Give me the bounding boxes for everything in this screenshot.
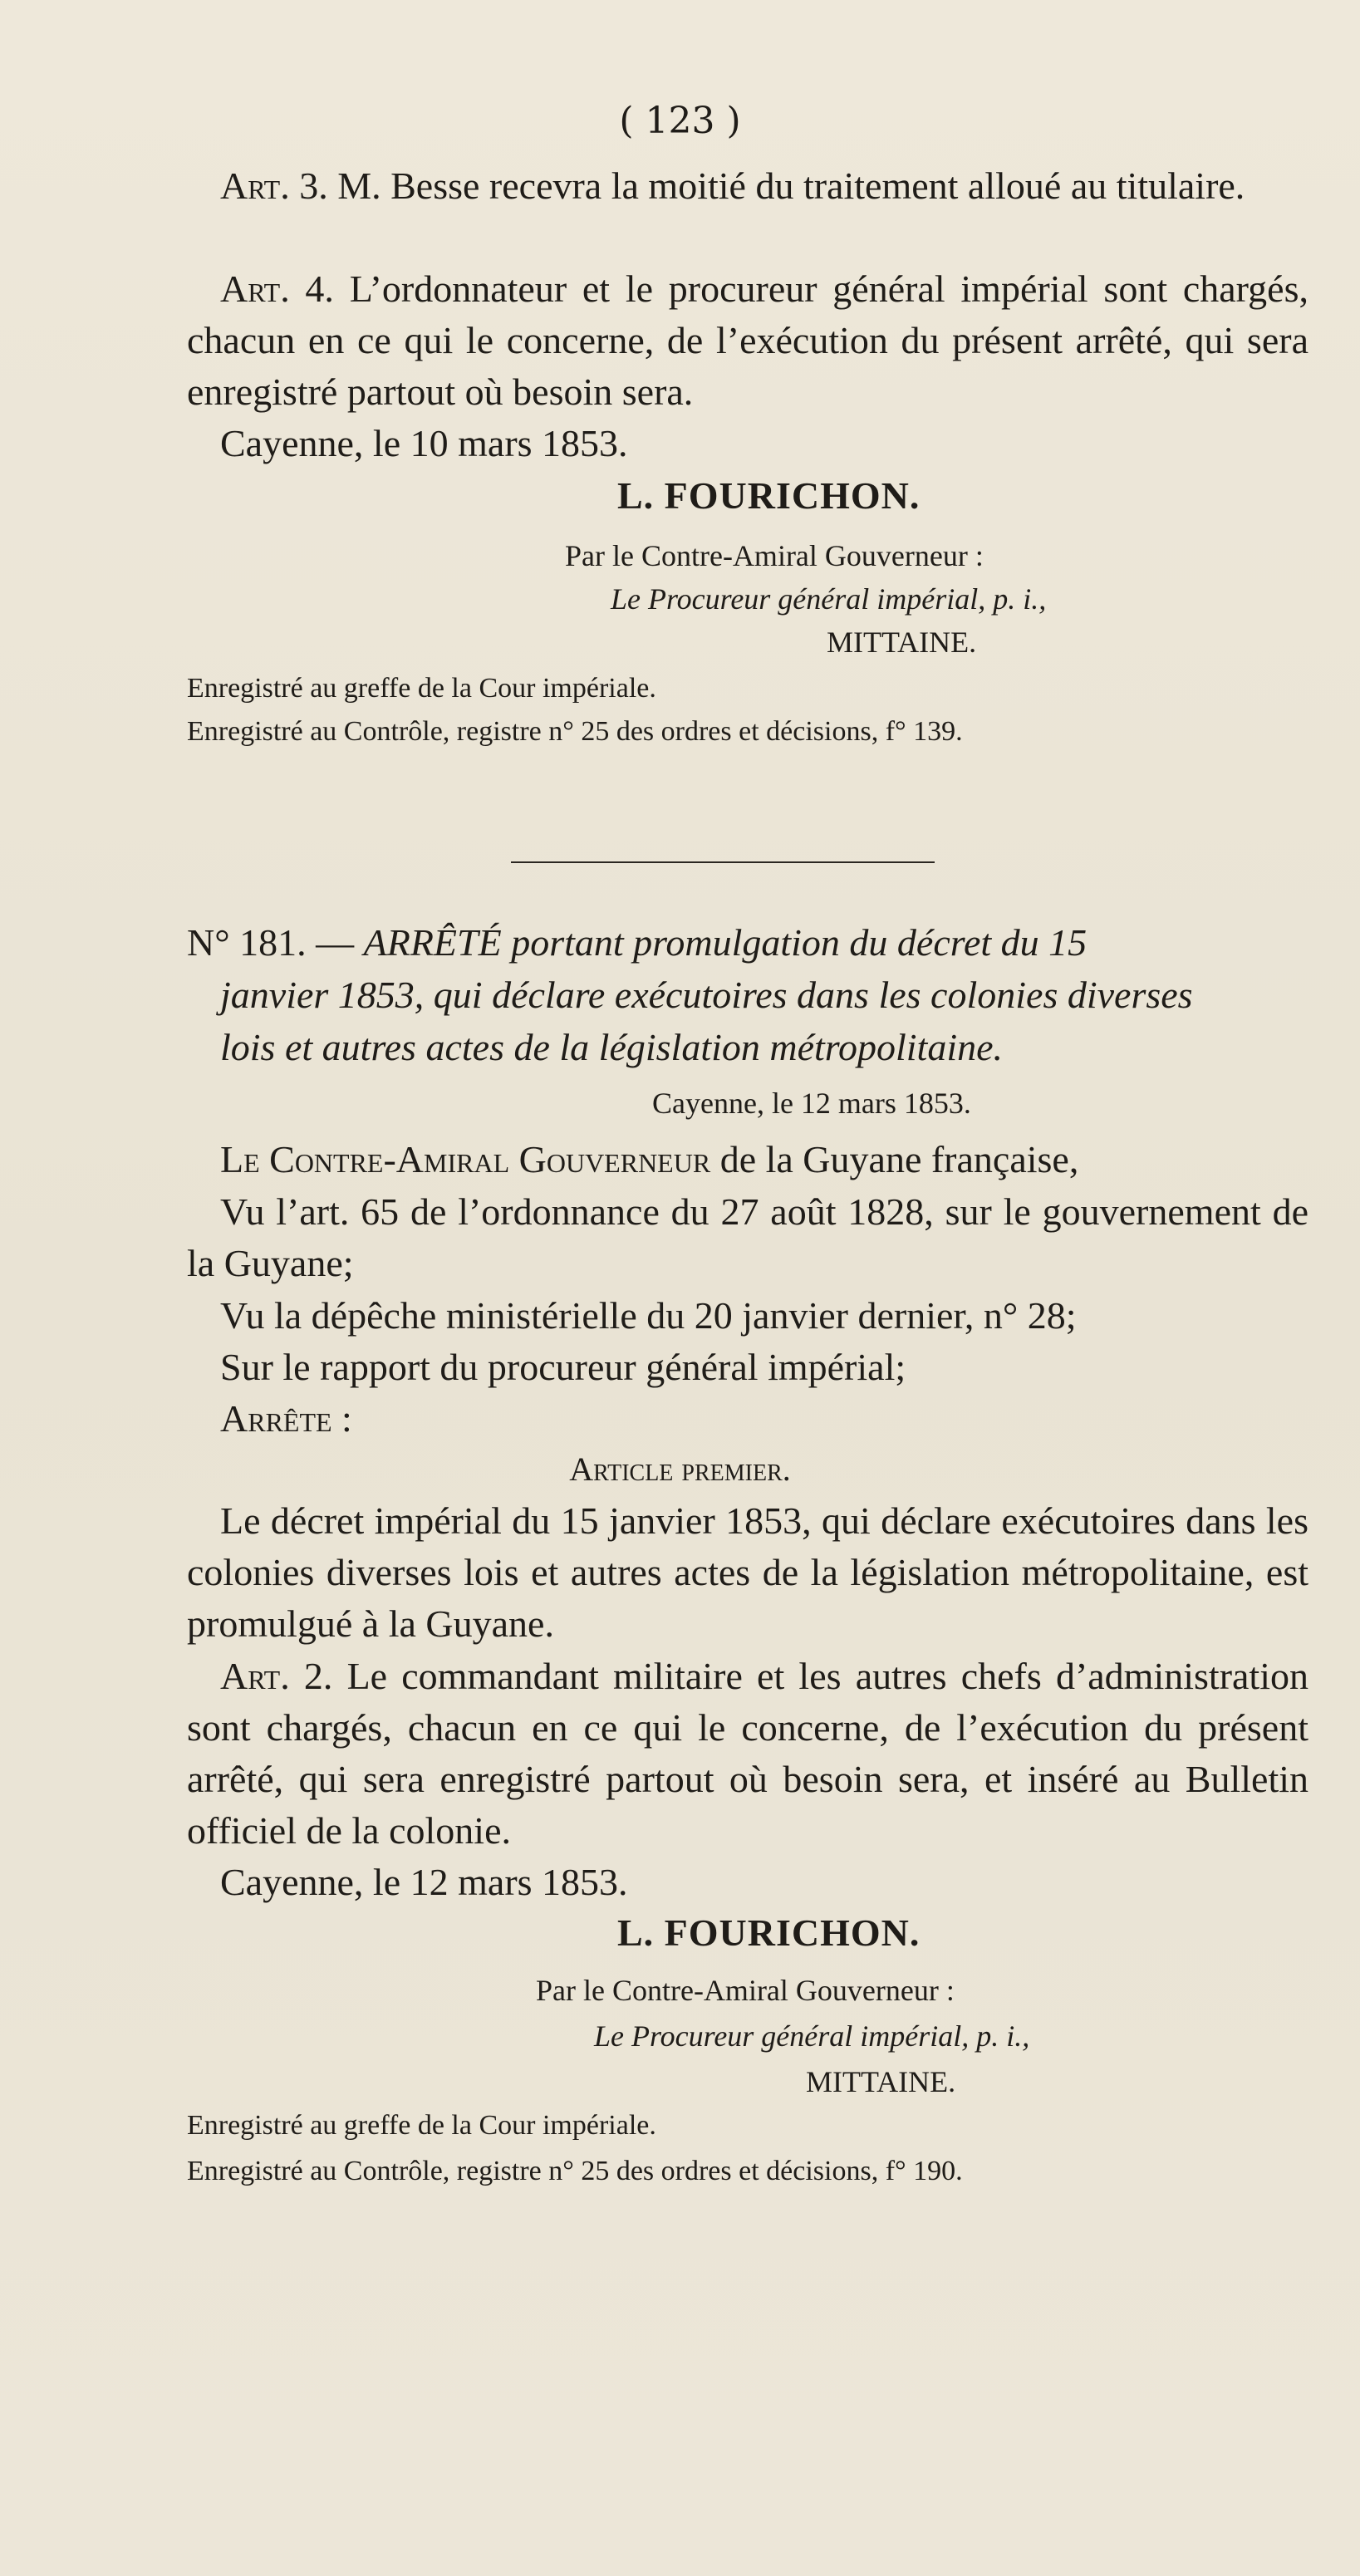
by-line: Par le Contre-Amiral Gouverneur :	[565, 539, 984, 572]
article-premier-text: Le décret impérial du 15 janvier 1853, qui déclare exécutoires dans les colonies diverses lois et autres actes de la législation métropolitaine, est promulgué à la Guyane.	[187, 1499, 1308, 1645]
title-dash: —	[316, 921, 355, 964]
procureur-name: MITTAINE.	[827, 626, 977, 659]
preamble	[187, 1134, 1308, 1185]
article-2-text: Le commandant militaire et les autres chefs d’administration sont chargés, chacun en ce qui le concerne, de l’exécution du présent arrêté, qui sera enregistré partout où besoin sera, et inséré au Bulletin officiel de la colonie.	[187, 1655, 1308, 1852]
preamble-author: Le Contre-Amiral Gouverneur	[220, 1138, 711, 1180]
date-line: Cayenne, le 10 mars 1853.	[220, 422, 628, 464]
vu-article-65: Vu l’art. 65 de l’ordonnance du 27 août 1828, sur le gouvernement de la Guyane;	[187, 1190, 1308, 1284]
article-2-label: Art. 2.	[220, 1655, 333, 1697]
section-divider	[511, 861, 935, 863]
preamble-rest: de la Guyane française,	[719, 1138, 1079, 1180]
decree-procureur-name: MITTAINE.	[806, 2065, 956, 2098]
decree-procureur-line: Le Procureur général impérial, p. i.,	[594, 2019, 1030, 2053]
article-3-label: Art. 3.	[220, 164, 328, 207]
article-3	[187, 160, 1308, 212]
decree-title-line-3: lois et autres actes de la législation métropolitaine.	[220, 1026, 1004, 1068]
decree-signature-name: L. FOURICHON.	[617, 1911, 921, 1954]
decree-dateline: Cayenne, le 12 mars 1853.	[652, 1087, 971, 1120]
decree-number: N° 181.	[187, 921, 307, 964]
decree-title-line-2: janvier 1853, qui déclare exécutoires dans les colonies diverses	[220, 974, 1193, 1016]
article-4-text: L’ordonnateur et le procureur général impérial sont chargés, chacun en ce qui le concerne, de l’exécution du présent arrêté, qui sera enregistré partout où besoin sera.	[187, 267, 1308, 413]
decree-registration-controle: Enregistré au Contrôle, registre n° 25 des ordres et décisions, f° 190.	[187, 2156, 963, 2186]
article-premier-heading: Article premier.	[569, 1450, 791, 1488]
decree-date-line: Cayenne, le 12 mars 1853.	[220, 1861, 628, 1903]
procureur-line: Le Procureur général impérial, p. i.,	[611, 582, 1047, 616]
article-4-label: Art. 4.	[220, 267, 334, 310]
registration-controle: Enregistré au Contrôle, registre n° 25 des ordres et décisions, f° 139.	[187, 716, 963, 747]
decree-by-line: Par le Contre-Amiral Gouverneur :	[536, 1974, 955, 2007]
registration-greffe: Enregistré au greffe de la Cour impériale.	[187, 673, 656, 704]
signature-name: L. FOURICHON.	[617, 474, 921, 517]
page-number: ( 123 )	[619, 100, 741, 142]
decree-registration-greffe: Enregistré au greffe de la Cour impériale.	[187, 2110, 656, 2141]
sur-rapport: Sur le rapport du procureur général impérial;	[220, 1346, 906, 1388]
article-3-text: M. Besse recevra la moitié du traitement alloué au titulaire.	[337, 164, 1245, 207]
vu-depeche: Vu la dépêche ministérielle du 20 janvier dernier, n° 28;	[220, 1294, 1077, 1337]
decree-title-1: ARRÊTÉ portant promulgation du décret du 15	[363, 921, 1088, 964]
article-2	[187, 1651, 1308, 1857]
article-4	[187, 263, 1308, 418]
decree-title-line-1	[187, 918, 1087, 968]
arrete-heading: Arrête :	[220, 1397, 352, 1440]
